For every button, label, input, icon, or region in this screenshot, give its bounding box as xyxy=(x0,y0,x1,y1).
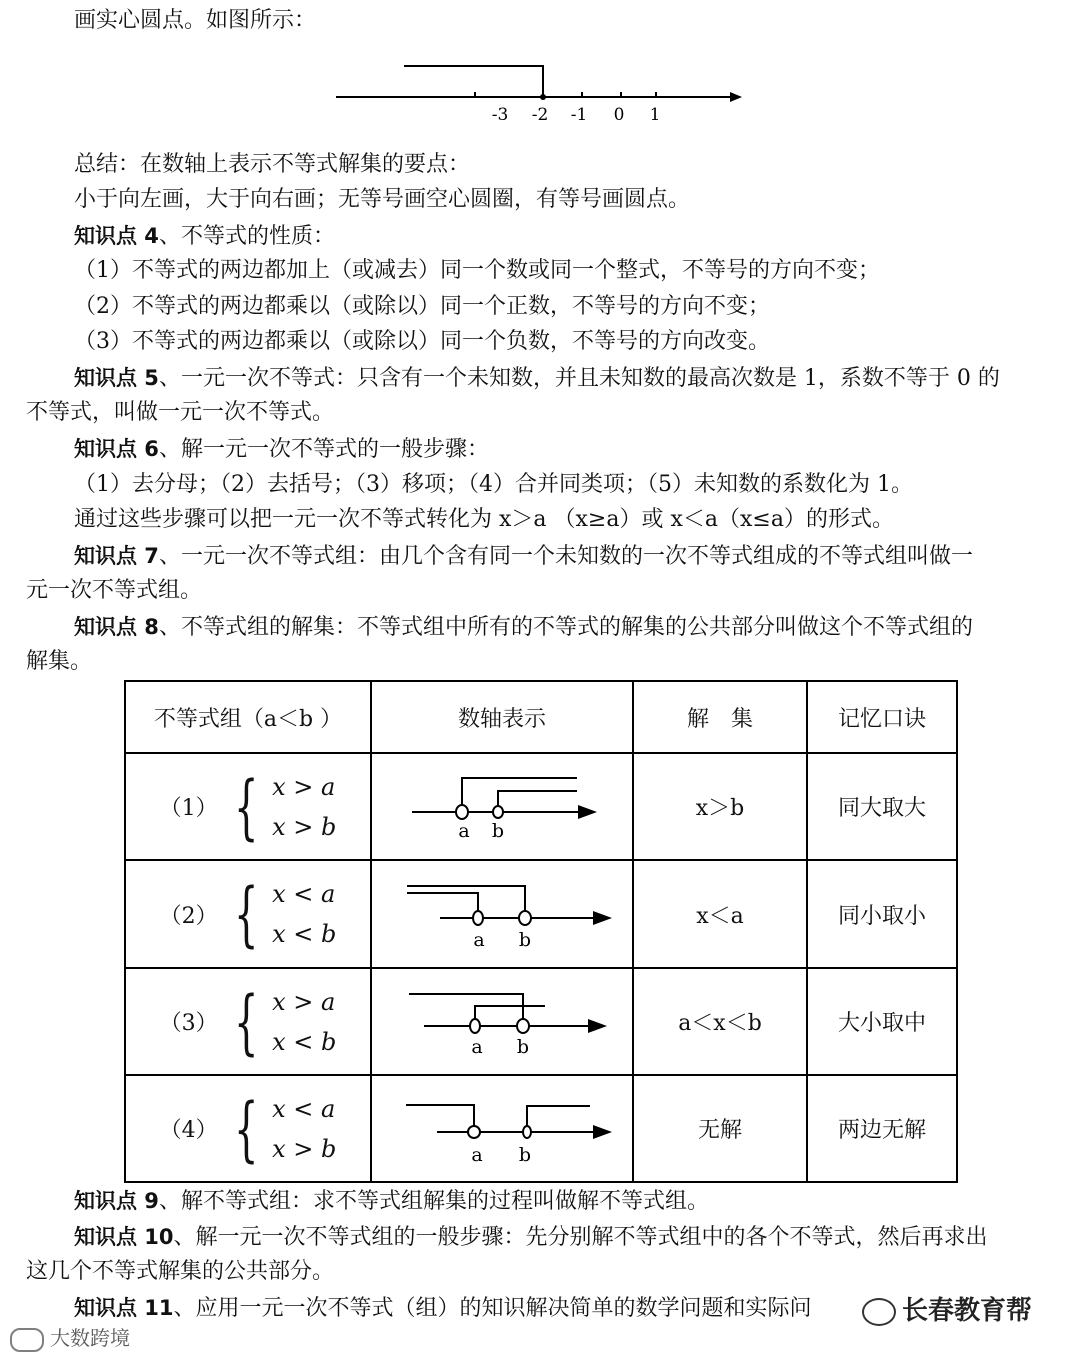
inequality-system-table xyxy=(124,680,958,1183)
text-line: 画实心圆点。如图所示： xyxy=(74,8,317,33)
tick-label: 0 xyxy=(613,105,625,125)
tick-label: 1 xyxy=(649,105,661,125)
table-row xyxy=(125,860,957,968)
point-label: a xyxy=(471,1035,483,1058)
number-line-diagram xyxy=(330,56,750,128)
text-line: 小于向左画，大于向右画；无等号画空心圆圈，有等号画圆点。 xyxy=(74,187,691,212)
knowledge-point-6: 知识点 6、解一元一次不等式的一般步骤： xyxy=(74,437,489,462)
knowledge-point-10: 知识点 10、解一元一次不等式组的一般步骤：先分别解不等式组中的各个不等式，然后再求出 xyxy=(74,1225,988,1250)
solution-cell: x＞b xyxy=(633,753,807,860)
number-line-diagram xyxy=(382,759,622,849)
table-header-row xyxy=(125,681,957,753)
text-line: （3）不等式的两边都乘以（或除以）同一个负数，不等号的方向改变。 xyxy=(74,329,770,354)
point-label: b xyxy=(518,929,532,951)
knowledge-point-9: 知识点 9、解不等式组：求不等式组解集的过程叫做解不等式组。 xyxy=(74,1189,709,1214)
system-cell: （3） { x > a x < b xyxy=(125,968,371,1075)
system-cell: （4） { x < a x > b xyxy=(125,1075,371,1182)
point-label: a xyxy=(471,1143,483,1166)
table-header: 数轴表示 xyxy=(371,681,633,753)
knowledge-point-4: 知识点 4、不等式的性质： xyxy=(74,224,335,249)
knowledge-point-8: 知识点 8、不等式组的解集：不等式组中所有的不等式的解集的公共部分叫做这个不等式组的 xyxy=(74,615,973,640)
mnemonic-cell: 同大取大 xyxy=(807,753,957,860)
text-line: 总结：在数轴上表示不等式解集的要点： xyxy=(74,152,471,177)
point-label: b xyxy=(518,1143,532,1166)
number-line-diagram xyxy=(382,974,622,1064)
mnemonic-cell: 两边无解 xyxy=(807,1075,957,1182)
table-header: 解 集 xyxy=(633,681,807,753)
table-header: 记忆口诀 xyxy=(807,681,957,753)
text-line: （1）去分母；（2）去括号；（3）移项；（4）合并同类项；（5）未知数的系数化为 1。 xyxy=(74,472,913,497)
tick-label: -3 xyxy=(491,105,509,125)
number-line-cell xyxy=(371,968,633,1075)
text-line: 元一次不等式组。 xyxy=(26,578,203,603)
point-label: a xyxy=(473,929,485,951)
watermark-left: 大数跨境 xyxy=(10,1322,130,1352)
solution-cell: 无解 xyxy=(633,1075,807,1182)
mnemonic-cell: 大小取中 xyxy=(807,968,957,1075)
text-line: 解集。 xyxy=(26,649,93,674)
solution-cell: a＜x＜b xyxy=(633,968,807,1075)
text-line: 不等式，叫做一元一次不等式。 xyxy=(26,400,335,425)
table-row xyxy=(125,1075,957,1182)
number-line-diagram xyxy=(382,1081,622,1171)
knowledge-point-11: 知识点 11、应用一元一次不等式（组）的知识解决简单的数学问题和实际问 xyxy=(74,1296,812,1321)
wechat-icon xyxy=(862,1298,896,1326)
system-cell: （2） { x < a x < b xyxy=(125,860,371,968)
system-cell: （1） { x > a x > b xyxy=(125,753,371,860)
point-label: a xyxy=(458,819,470,842)
table-row xyxy=(125,968,957,1075)
point-label: b xyxy=(516,1035,530,1058)
mnemonic-cell: 同小取小 xyxy=(807,860,957,968)
table-header: 不等式组（a＜b ） xyxy=(125,681,371,753)
number-line-diagram xyxy=(382,866,622,956)
tick-label: -1 xyxy=(570,105,588,125)
table-row xyxy=(125,753,957,860)
knowledge-point-7: 知识点 7、一元一次不等式组：由几个含有同一个未知数的一次不等式组成的不等式组叫做一 xyxy=(74,544,973,569)
number-line-cell xyxy=(371,860,633,968)
watermark-right: 长春教育帮 xyxy=(862,1290,1032,1327)
solution-cell: x＜a xyxy=(633,860,807,968)
text-line: 这几个不等式解集的公共部分。 xyxy=(26,1259,335,1284)
number-line-cell xyxy=(371,1075,633,1182)
text-line: 通过这些步骤可以把一元一次不等式转化为 x＞a （x≥a）或 x＜a（x≤a）的形式。 xyxy=(74,507,894,532)
point-label: b xyxy=(491,819,505,842)
knowledge-point-5: 知识点 5、一元一次不等式：只含有一个未知数，并且未知数的最高次数是 1，系数不等于 0 的 xyxy=(74,366,1000,391)
number-line-cell xyxy=(371,753,633,860)
text-line: （1）不等式的两边都加上（或减去）同一个数或同一个整式，不等号的方向不变； xyxy=(74,258,880,283)
watermark-logo-icon xyxy=(10,1328,44,1352)
text-line: （2）不等式的两边都乘以（或除以）同一个正数，不等号的方向不变； xyxy=(74,294,770,319)
tick-label: -2 xyxy=(531,105,549,125)
